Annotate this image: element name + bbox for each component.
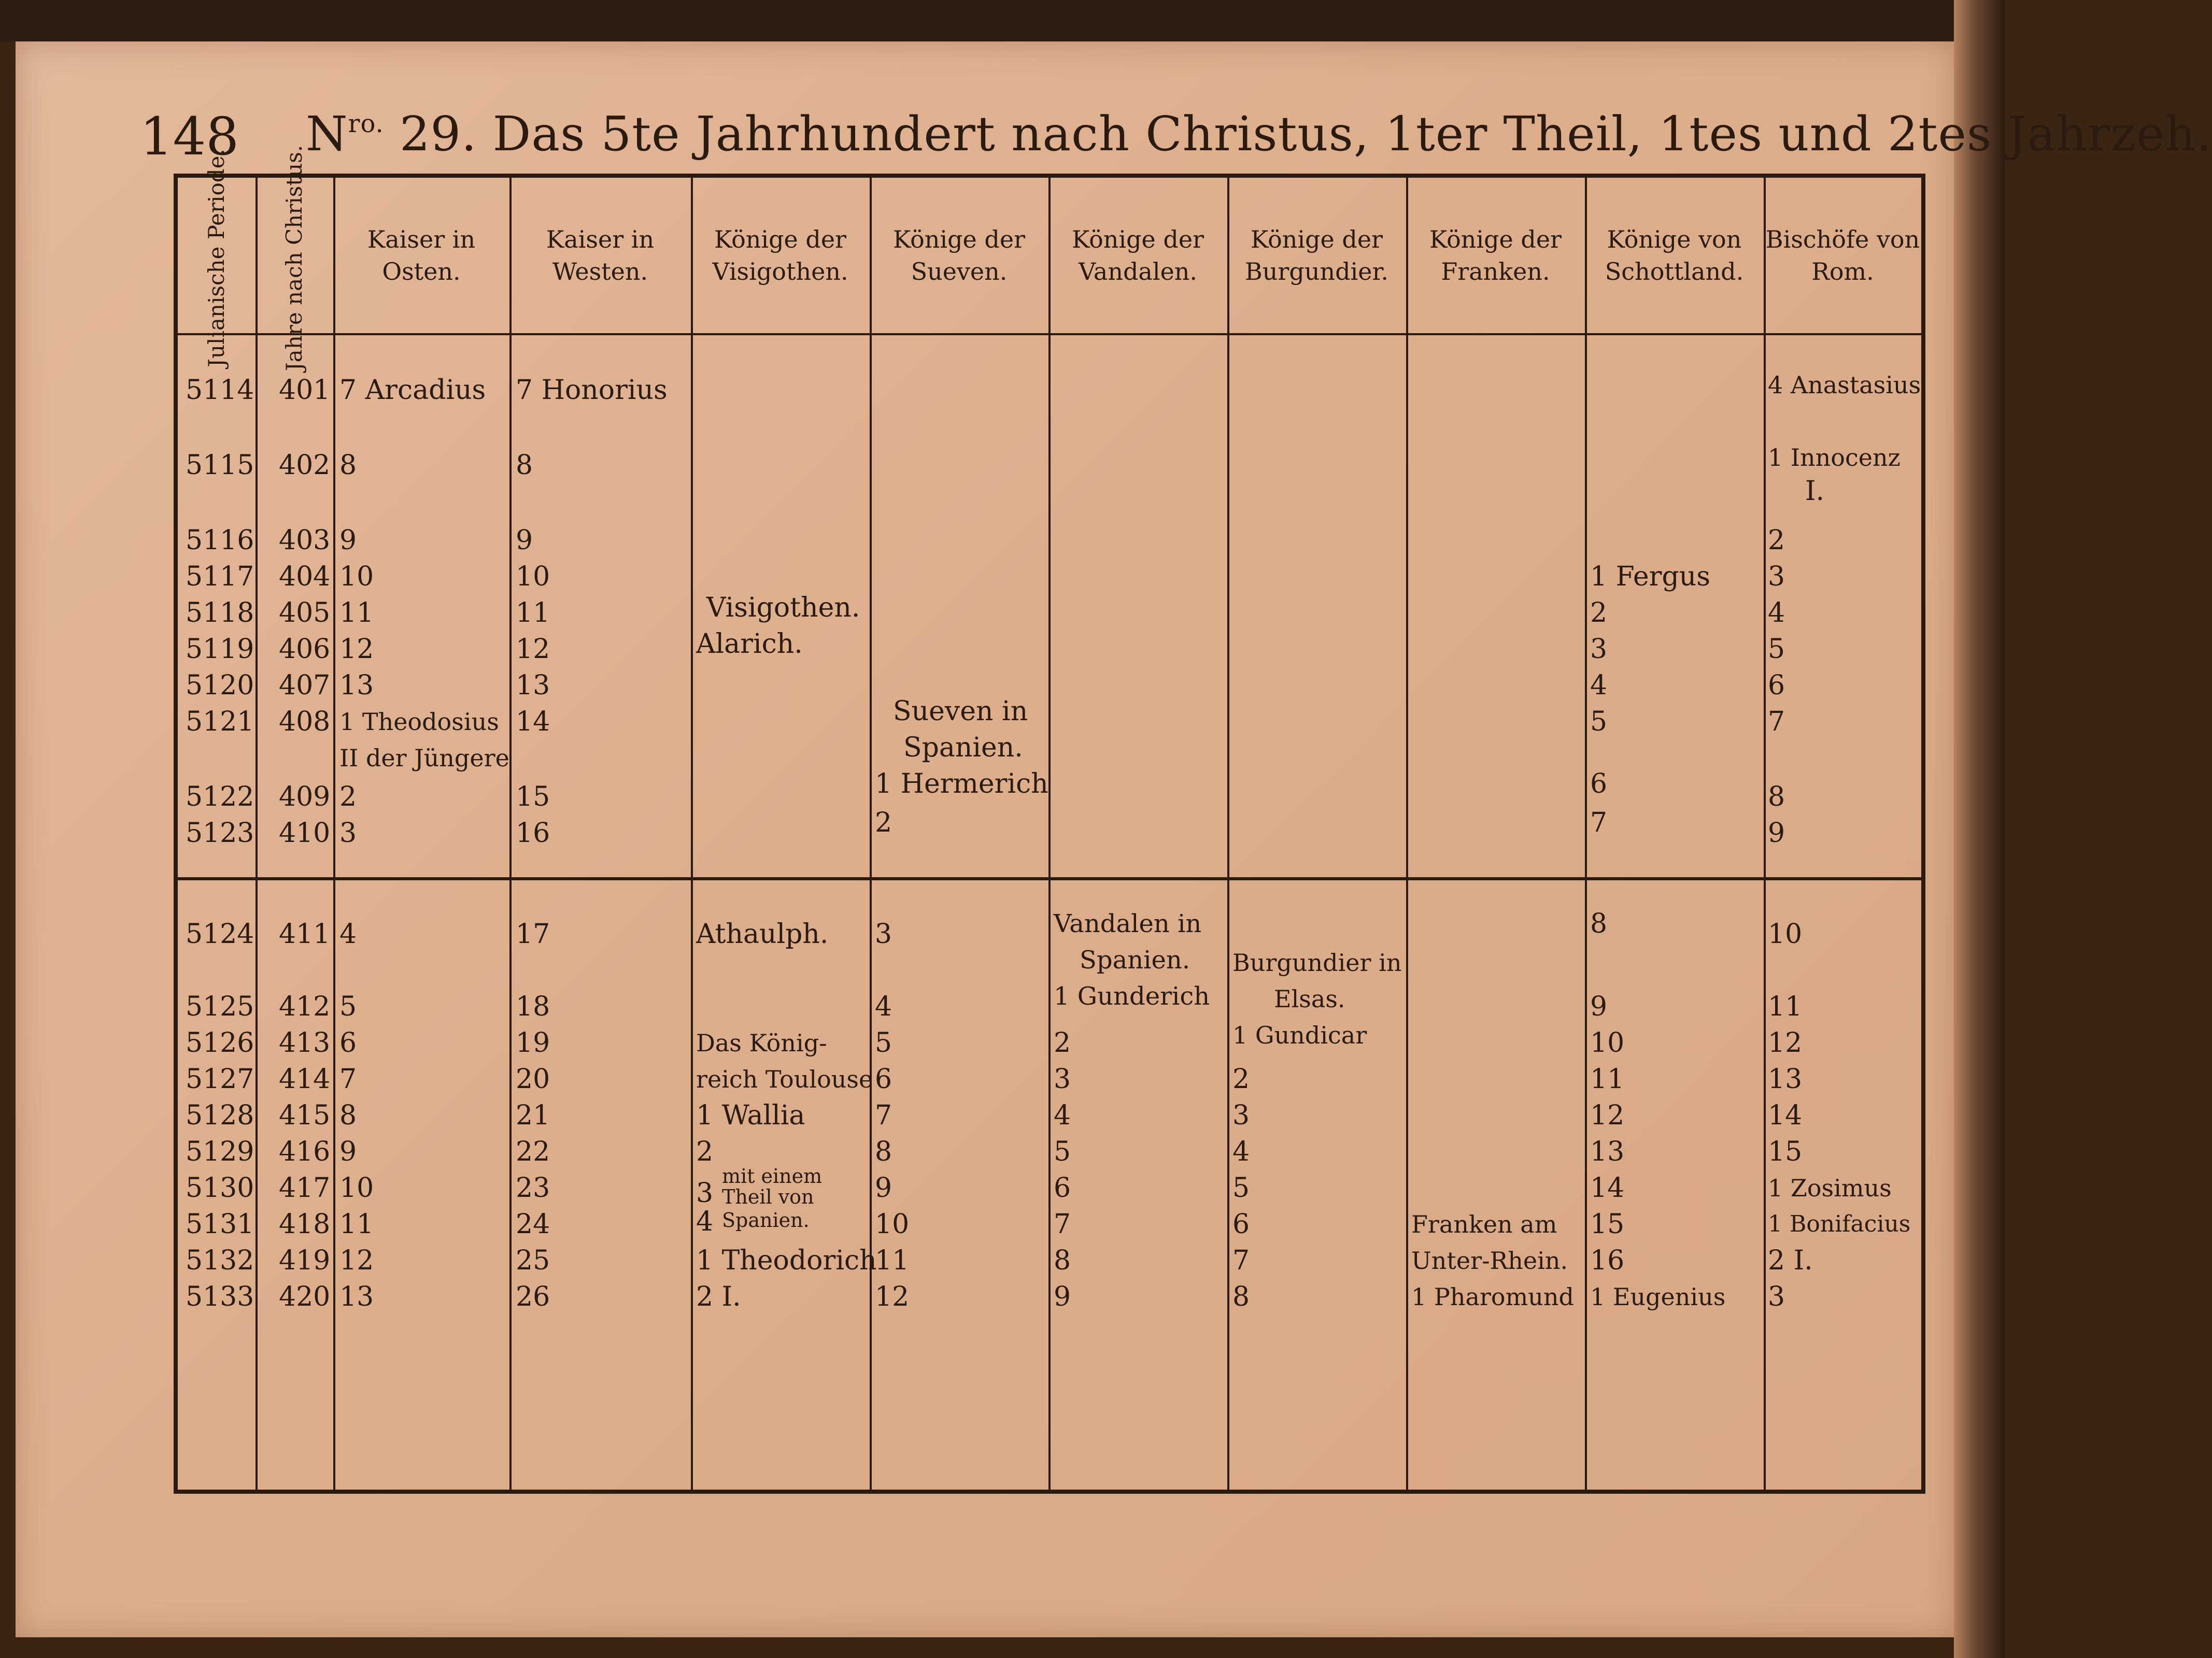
ad-cell: 410 — [279, 818, 331, 849]
west-cell: 9 — [516, 525, 533, 556]
column-rule — [870, 178, 872, 1490]
ad-cell: 419 — [279, 1245, 331, 1276]
vandals-cell: 8 — [1054, 1245, 1071, 1276]
rome-cell: 1 Bonifacius — [1768, 1211, 1911, 1237]
west-cell: 11 — [516, 597, 550, 628]
rome-cell: 3 — [1768, 561, 1785, 592]
east-cell: 1 Theodosius — [339, 708, 499, 736]
east-cell: 7 — [339, 1064, 357, 1095]
vandals-cell: 4 — [1054, 1100, 1071, 1131]
book-spine — [1954, 0, 2005, 1658]
scotland-cell: 11 — [1590, 1064, 1625, 1095]
visigoths-cell: Das König- — [696, 1029, 827, 1057]
visigoths-cell: 4 — [696, 1206, 714, 1237]
column-rule — [691, 178, 693, 1490]
jp-cell: 5123 — [186, 818, 254, 849]
west-cell: 23 — [516, 1173, 550, 1204]
header-burgundians: Könige der Burgundier. — [1244, 225, 1389, 285]
sueves-cell: 9 — [875, 1173, 892, 1204]
east-cell: 9 — [339, 1136, 357, 1167]
chronology-table — [174, 145, 1925, 1494]
scotland-cell: 15 — [1590, 1209, 1625, 1240]
header-sueves: Könige der Sueven. — [892, 225, 1026, 285]
rome-cell: 2 I. — [1768, 1245, 1813, 1276]
column-rule — [256, 178, 258, 1490]
ad-cell: 406 — [279, 634, 331, 665]
burgundians-cell: 1 Gundicar — [1232, 1021, 1367, 1049]
jp-cell: 5118 — [186, 597, 254, 628]
burgundians-cell: 8 — [1232, 1281, 1250, 1312]
west-cell: 25 — [516, 1245, 550, 1276]
scotland-cell: 10 — [1590, 1027, 1625, 1059]
ad-cell: 412 — [279, 991, 331, 1022]
jp-cell: 5114 — [186, 375, 254, 406]
west-cell: 12 — [516, 634, 550, 665]
ad-cell: 402 — [279, 450, 331, 481]
rome-cell: 6 — [1768, 670, 1785, 701]
column-rule — [1406, 178, 1408, 1490]
rome-cell: 1 Zosimus — [1768, 1174, 1892, 1202]
vandals-cell: 5 — [1054, 1136, 1071, 1167]
visigoths-cell: mit einem — [722, 1165, 823, 1188]
rome-cell: 13 — [1768, 1064, 1803, 1095]
rome-cell: 7 — [1768, 706, 1785, 737]
jp-cell: 5131 — [186, 1209, 254, 1240]
west-cell: 16 — [516, 818, 550, 849]
scotland-cell: 4 — [1590, 670, 1608, 701]
ad-cell: 411 — [279, 919, 331, 950]
rome-cell: 11 — [1768, 991, 1803, 1022]
west-cell: 20 — [516, 1064, 550, 1095]
west-cell: 26 — [516, 1281, 550, 1312]
vandals-cell: 3 — [1054, 1064, 1071, 1095]
east-cell: 13 — [339, 670, 374, 701]
scotland-cell: 5 — [1590, 706, 1608, 737]
scotland-cell: 16 — [1590, 1245, 1625, 1276]
rome-cell: 4 — [1768, 597, 1785, 628]
west-cell: 17 — [516, 919, 550, 950]
ad-cell: 415 — [279, 1100, 331, 1131]
visigoths-cell: Athaulph. — [696, 919, 829, 950]
rome-cell: 14 — [1768, 1100, 1803, 1131]
heading-text: 29. Das 5te Jahrhundert nach Christus, 1ter Theil, 1tes und 2tes Jahrzeh. — [400, 106, 2212, 162]
rome-cell: 4 Anastasius — [1768, 371, 1921, 399]
visigoths-cell: 3 — [696, 1178, 714, 1209]
jp-cell: 5128 — [186, 1100, 254, 1131]
sueves-cell: 7 — [875, 1100, 892, 1131]
ad-cell: 401 — [279, 375, 331, 406]
vandals-cell: 2 — [1054, 1027, 1071, 1059]
jp-cell: 5125 — [186, 991, 254, 1022]
east-cell: 11 — [339, 1209, 374, 1240]
visigoths-cell: 1 Wallia — [696, 1100, 805, 1131]
sueves-cell: 8 — [875, 1136, 892, 1167]
column-rule — [509, 178, 512, 1490]
scotland-cell: 1 Fergus — [1590, 561, 1710, 592]
column-rule — [1764, 178, 1766, 1490]
west-cell: 15 — [516, 781, 550, 812]
jp-cell: 5119 — [186, 634, 254, 665]
jp-cell: 5116 — [186, 525, 254, 556]
sueves-cell: Sueven in — [893, 696, 1028, 727]
sueves-cell: 12 — [875, 1281, 910, 1312]
west-cell: 10 — [516, 561, 550, 592]
burgundians-cell: 6 — [1232, 1209, 1250, 1240]
east-cell: 6 — [339, 1027, 357, 1059]
visigoths-cell: Alarich. — [696, 628, 803, 660]
column-rule — [1227, 178, 1229, 1490]
decade-rule — [178, 877, 1921, 880]
sueves-cell: 5 — [875, 1027, 892, 1059]
jp-cell: 5130 — [186, 1173, 254, 1204]
jp-cell: 5117 — [186, 561, 254, 592]
header-years: Jahre nach Christus. — [281, 145, 307, 371]
sueves-cell: 11 — [875, 1245, 910, 1276]
header-west: Kaiser in Westen. — [546, 225, 655, 285]
jp-cell: 5127 — [186, 1064, 254, 1095]
vandals-cell: 7 — [1054, 1209, 1071, 1240]
west-cell: 22 — [516, 1136, 550, 1167]
west-cell: 13 — [516, 670, 550, 701]
franks-cell: Unter-Rhein. — [1411, 1247, 1568, 1275]
ad-cell: 404 — [279, 561, 331, 592]
jp-cell: 5122 — [186, 781, 254, 812]
ad-cell: 420 — [279, 1281, 331, 1312]
east-cell: 8 — [339, 1100, 357, 1131]
east-cell: 2 — [339, 781, 357, 812]
visigoths-cell: Spanien. — [722, 1209, 810, 1232]
rome-cell: 8 — [1768, 781, 1785, 812]
ad-cell: 413 — [279, 1027, 331, 1059]
column-rule — [333, 178, 335, 1490]
book-edge-top — [0, 0, 2005, 41]
east-cell: 10 — [339, 1173, 374, 1204]
vandals-cell: Vandalen in — [1054, 909, 1202, 938]
burgundians-cell: 5 — [1232, 1173, 1250, 1204]
scotland-cell: 7 — [1590, 807, 1608, 838]
scotland-cell: 2 — [1590, 597, 1608, 628]
scotland-cell: 1 Eugenius — [1590, 1283, 1726, 1311]
rome-cell: 5 — [1768, 634, 1785, 665]
west-cell: 24 — [516, 1209, 550, 1240]
jp-cell: 5115 — [186, 450, 254, 481]
vandals-cell: 6 — [1054, 1173, 1071, 1204]
east-cell: 11 — [339, 597, 374, 628]
scotland-cell: 9 — [1590, 991, 1608, 1022]
burgundians-cell: 3 — [1232, 1100, 1250, 1131]
sueves-cell: 6 — [875, 1064, 892, 1095]
rome-cell: 3 — [1768, 1281, 1785, 1312]
east-cell: 10 — [339, 561, 374, 592]
rome-cell: 2 — [1768, 525, 1785, 556]
vandals-cell: Spanien. — [1080, 946, 1190, 975]
ad-cell: 407 — [279, 670, 331, 701]
east-cell: 13 — [339, 1281, 374, 1312]
header-east: Kaiser in Osten. — [367, 225, 476, 285]
heading-number-sup: ro. — [348, 109, 384, 138]
burgundians-cell: Burgundier in — [1232, 949, 1402, 977]
east-cell: 4 — [339, 919, 357, 950]
ad-cell: 408 — [279, 706, 331, 737]
burgundians-cell: 4 — [1232, 1136, 1250, 1167]
page-number: 148 — [140, 106, 239, 167]
header-scotland: Könige von Schottland. — [1605, 225, 1744, 285]
jp-cell: 5133 — [186, 1281, 254, 1312]
heading-number-prefix: N — [306, 106, 348, 162]
visigoths-cell: 2 I. — [696, 1281, 741, 1312]
west-cell: 7 Honorius — [516, 375, 668, 406]
ad-cell: 418 — [279, 1209, 331, 1240]
burgundians-cell: 7 — [1232, 1245, 1250, 1276]
jp-cell: 5124 — [186, 919, 254, 950]
ad-cell: 416 — [279, 1136, 331, 1167]
east-cell: 5 — [339, 991, 357, 1022]
visigoths-cell: Theil von — [722, 1185, 814, 1208]
ad-cell: 414 — [279, 1064, 331, 1095]
west-cell: 14 — [516, 706, 550, 737]
ad-cell: 405 — [279, 597, 331, 628]
header-visigoths: Könige der Visigothen. — [712, 225, 848, 285]
sueves-cell: 2 — [875, 807, 892, 838]
visigoths-cell: reich Toulouse — [696, 1065, 873, 1093]
header-julian-period: Julianische Periode. — [204, 149, 230, 367]
sueves-cell: 10 — [875, 1209, 910, 1240]
rome-cell: 9 — [1768, 818, 1785, 849]
sueves-cell: 3 — [875, 919, 892, 950]
east-cell: 12 — [339, 1245, 374, 1276]
jp-cell: 5120 — [186, 670, 254, 701]
east-cell: 9 — [339, 525, 357, 556]
rome-cell: 1 Innocenz — [1768, 444, 1901, 471]
header-vandals: Könige der Vandalen. — [1071, 225, 1204, 285]
west-cell: 18 — [516, 991, 550, 1022]
ad-cell: 403 — [279, 525, 331, 556]
franks-cell: 1 Pharomund — [1411, 1283, 1574, 1311]
franks-cell: Franken am — [1411, 1210, 1557, 1238]
scotland-cell: 6 — [1590, 768, 1608, 799]
burgundians-cell: Elsas. — [1274, 985, 1345, 1013]
rome-cell: 10 — [1768, 919, 1803, 950]
jp-cell: 5126 — [186, 1027, 254, 1059]
east-cell: II der Jüngere — [339, 744, 509, 772]
scotland-cell: 8 — [1590, 908, 1608, 939]
jp-cell: 5121 — [186, 706, 254, 737]
east-cell: 12 — [339, 634, 374, 665]
sueves-cell: 4 — [875, 991, 892, 1022]
jp-cell: 5129 — [186, 1136, 254, 1167]
east-cell: 7 Arcadius — [339, 375, 486, 406]
visigoths-cell: 2 — [696, 1136, 714, 1167]
west-cell: 8 — [516, 450, 533, 481]
header-rule — [178, 333, 1921, 335]
vandals-cell: 9 — [1054, 1281, 1071, 1312]
rome-cell: I. — [1805, 476, 1825, 507]
vandals-cell: 1 Gunderich — [1054, 982, 1210, 1011]
visigoths-cell: 1 Theodorich — [696, 1245, 877, 1276]
scotland-cell: 12 — [1590, 1100, 1625, 1131]
header-franks: Könige der Franken. — [1429, 225, 1562, 285]
burgundians-cell: 2 — [1232, 1064, 1250, 1095]
scotland-cell: 14 — [1590, 1173, 1625, 1204]
east-cell: 8 — [339, 450, 357, 481]
east-cell: 3 — [339, 818, 357, 849]
scotland-cell: 13 — [1590, 1136, 1625, 1167]
sueves-cell: Spanien. — [903, 732, 1023, 763]
header-rome: Bischöfe von Rom. — [1765, 225, 1920, 285]
sueves-cell: 1 Hermerich — [875, 768, 1048, 799]
rome-cell: 12 — [1768, 1027, 1803, 1059]
visigoths-cell: Visigothen. — [706, 592, 860, 623]
scotland-cell: 3 — [1590, 634, 1608, 665]
ad-cell: 409 — [279, 781, 331, 812]
page-heading — [306, 106, 2212, 162]
jp-cell: 5132 — [186, 1245, 254, 1276]
rome-cell: 15 — [1768, 1136, 1803, 1167]
west-cell: 21 — [516, 1100, 550, 1131]
column-rule — [1585, 178, 1587, 1490]
column-rule — [1048, 178, 1051, 1490]
ad-cell: 417 — [279, 1173, 331, 1204]
west-cell: 19 — [516, 1027, 550, 1059]
